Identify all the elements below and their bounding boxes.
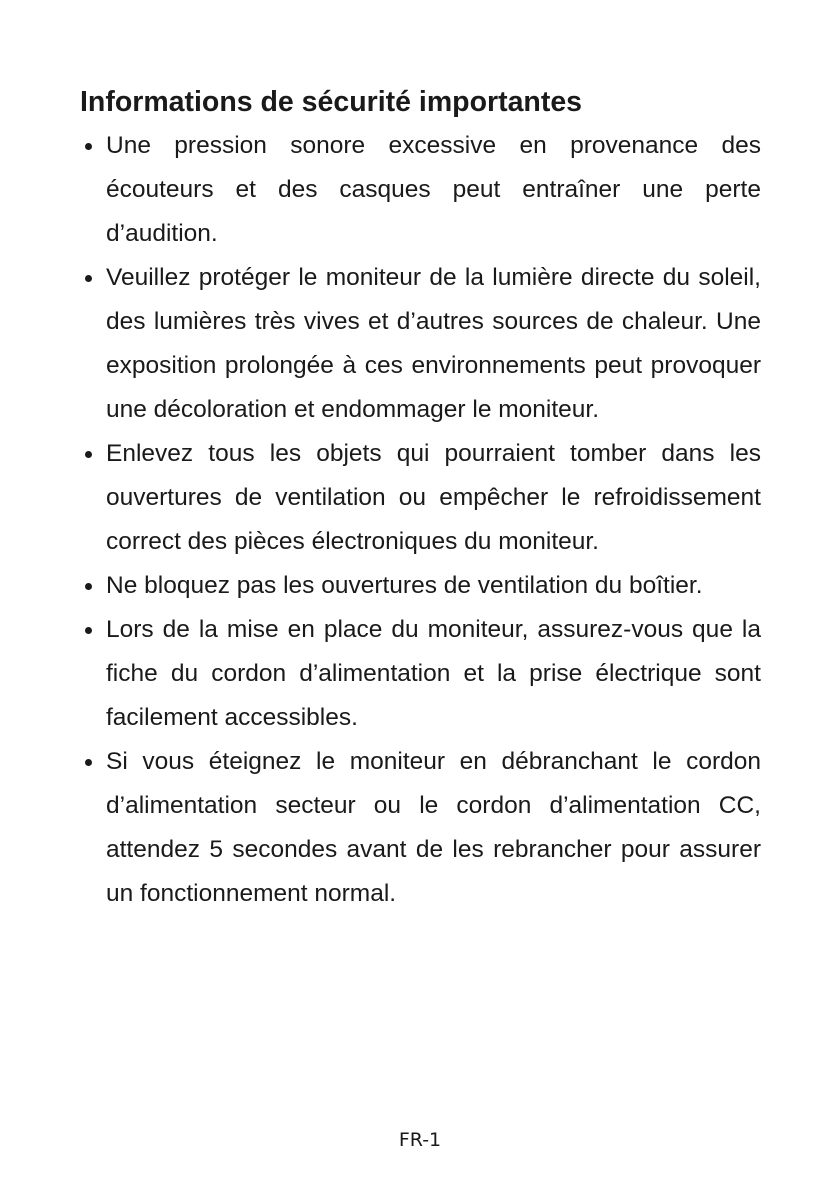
list-item (80, 608, 761, 740)
list-item (80, 124, 761, 256)
list-item-text: Si vous éteignez le moniteur en débranchant le cordon d’alimentation secteur ou le cordon d’alimentation CC, attendez 5 secondes avant de les rebrancher pour assurer un fonctionnement normal. (106, 748, 761, 907)
list-item-text: Lors de la mise en place du moniteur, assurez-vous que la fiche du cordon d’alimentation et la prise électrique sont facilement accessibles. (106, 616, 761, 731)
list-item-text: Ne bloquez pas les ouvertures de ventilation du boîtier. (106, 572, 703, 599)
bullet-icon (85, 759, 92, 766)
list-item (80, 256, 761, 432)
list-item-text: Enlevez tous les objets qui pourraient tomber dans les ouvertures de ventilation ou empêcher le refroidissement correct des pièces électroniques du moniteur. (106, 440, 761, 555)
bullet-icon (85, 143, 92, 150)
list-item (80, 564, 761, 608)
page-number: FR-1 (398, 1129, 442, 1151)
list-item (80, 432, 761, 564)
bullet-icon (85, 583, 92, 590)
list-item-text: Une pression sonore excessive en provenance des écouteurs et des casques peut entraîner une perte d’audition. (106, 132, 761, 247)
safety-bullet-list (80, 124, 761, 916)
list-item (80, 740, 761, 916)
bullet-icon (85, 627, 92, 634)
bullet-icon (85, 451, 92, 458)
page-title: Informations de sécurité importantes (80, 86, 583, 118)
list-item-text: Veuillez protéger le moniteur de la lumière directe du soleil, des lumières très vives et d’autres sources de chaleur. Une exposition prolongée à ces environnements peut provoquer une décoloration et endommager le moniteur. (106, 264, 761, 423)
bullet-icon (85, 275, 92, 282)
